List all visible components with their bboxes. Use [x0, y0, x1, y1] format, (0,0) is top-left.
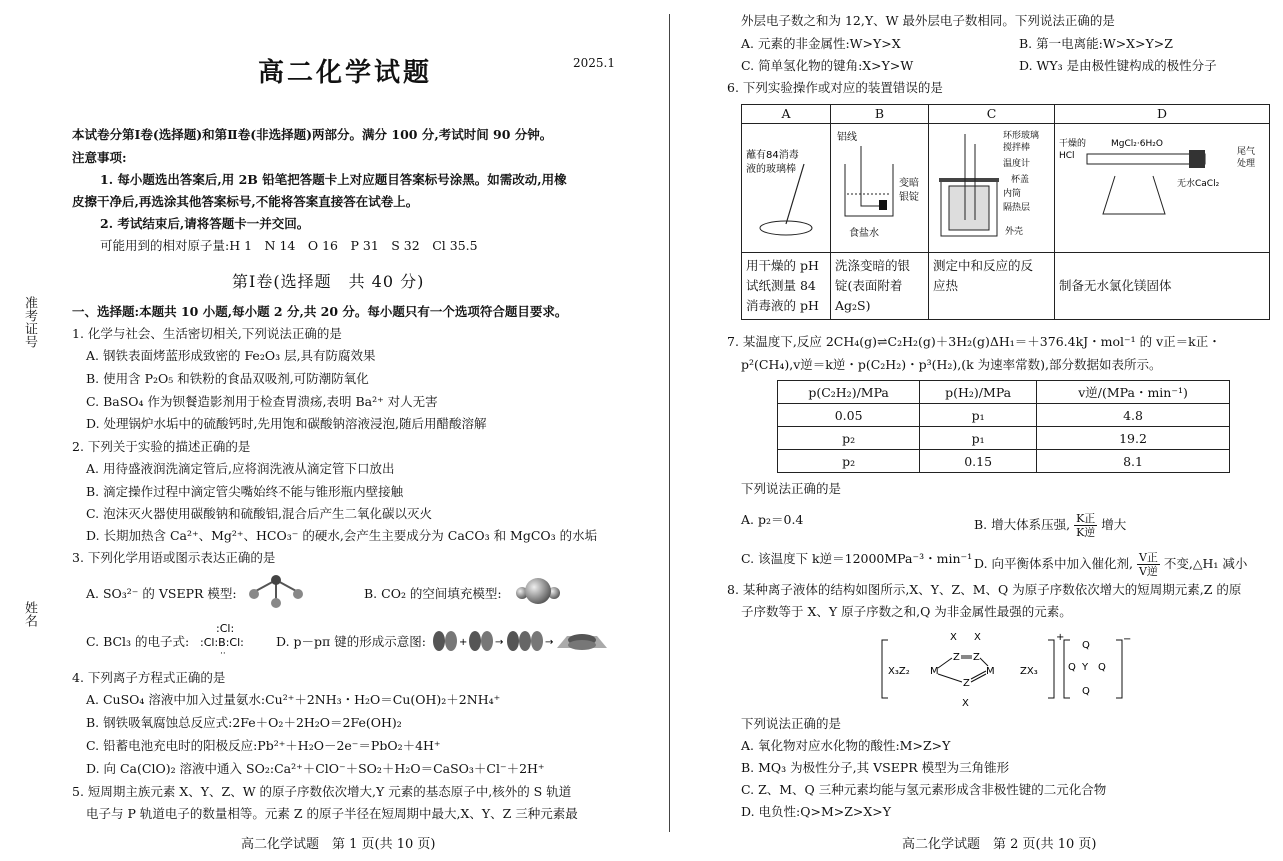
q4-stem: 4. 下列离子方程式正确的是 [72, 670, 226, 685]
notice-2: 2. 考试结束后,请将答题卡一并交回。 [100, 216, 310, 231]
q3-option-b: B. CO₂ 的空间填充模型: [364, 586, 502, 601]
q6-figure-c [929, 124, 1055, 253]
q2-option-c: C. 泡沫灭火器使用碳酸钠和硫酸铝,混合后产生二氧化碳以灭火 [86, 506, 433, 521]
left-footer: 高二化学试题 第 1 页(共 10 页) [241, 837, 436, 852]
q8-option-c: C. Z、M、Q 三种元素均能与氢元素形成含非极性键的二元化合物 [741, 782, 1107, 797]
q7-option-b: B. 增大体系压强, K正 K逆 增大 [974, 512, 1127, 539]
fig-d-label-left-1: 干燥的 [1059, 139, 1087, 149]
fig-b-label-right-2: 银锭 [899, 192, 919, 203]
q5-option-a: A. 元素的非金属性:W>Y>X [741, 36, 901, 51]
q7-option-d: D. 向平衡体系中加入催化剂, V正 V逆 不变,△H₁ 减小 [974, 551, 1248, 578]
section-title: 第Ⅰ卷(选择题 共 40 分) [232, 272, 425, 291]
q7-header-c2h2: p(C₂H₂)/MPa [778, 381, 920, 404]
q7-option-a: A. p₂＝0.4 [741, 512, 804, 527]
q5-continuation: 外层电子数之和为 12,Y、W 最外层电子数相同。下列说法正确的是 [741, 13, 1115, 28]
right-footer: 高二化学试题 第 2 页(共 10 页) [902, 837, 1097, 852]
q8-option-a: A. 氧化物对应水化物的酸性:M>Z>Y [741, 738, 951, 753]
q5-option-c: C. 简单氢化物的键角:X>Y>W [741, 58, 914, 73]
q1-option-b: B. 使用含 P₂O₅ 和铁粉的食品双吸剂,可防潮防氧化 [86, 371, 369, 386]
struct-right-group: ZX₃ [1020, 666, 1038, 677]
notice-1a: 1. 每小题选出答案后,用 2B 铅笔把答题卡上对应题目答案标号涂黑。如需改动,用橡 [100, 172, 567, 187]
table-row: p₂ 0.15 8.1 [778, 450, 1230, 473]
q8-option-d: D. 电负性:Q>M>Z>X>Y [741, 804, 892, 819]
q6-figure-a [742, 124, 831, 253]
q7-header-h2: p(H₂)/MPa [920, 381, 1037, 404]
instructions: 本试卷分第Ⅰ卷(选择题)和第Ⅱ卷(非选择题)两部分。满分 100 分,考试时间 90 分钟。 [72, 127, 553, 142]
struct-q-bottom: Q [1082, 686, 1090, 697]
fig-d-label-right-1: 尾气 [1237, 147, 1256, 157]
q6-header-c: C [929, 105, 1055, 124]
fig-d-label-mid: MgCl₂·6H₂O [1111, 139, 1163, 149]
fig-c-label-6: 隔热层 [1003, 203, 1031, 213]
notice-heading: 注意事项: [72, 150, 127, 165]
q3-option-d: D. p－pπ 键的形成示意图: [276, 634, 426, 649]
ionic-liquid-structure-figure [880, 626, 1130, 710]
q1-option-c: C. BaSO₄ 作为钡餐造影剂用于检查胃溃疡,表明 Ba²⁺ 对人无害 [86, 394, 438, 409]
q8-line2: 子序数等于 X、Y 原子序数之和,Q 为非金属性最强的元素。 [741, 604, 1072, 619]
q7-data-table [777, 380, 1230, 473]
fig-a-label-2: 液的玻璃棒 [746, 164, 796, 175]
q4-option-b: B. 钢铁吸氧腐蚀总反应式:2Fe＋O₂＋2H₂O＝2Fe(OH)₂ [86, 715, 402, 730]
q6-desc-a: 用干燥的 pH 试纸测量 84 消毒液的 pH [742, 253, 831, 320]
q2-option-d: D. 长期加热含 Ca²⁺、Mg²⁺、HCO₃⁻ 的硬水,会产生主要成分为 CaCO₃ 和 MgCO₃ 的水垢 [86, 528, 598, 543]
q3-stem: 3. 下列化学用语或图示表达正确的是 [72, 550, 276, 565]
electron-dot-figure [198, 618, 256, 660]
q1-option-a: A. 钢铁表面烤蓝形成致密的 Fe₂O₃ 层,具有防腐效果 [86, 348, 376, 363]
q3-option-c: C. BCl₃ 的电子式: [86, 634, 190, 649]
q7-prompt: 下列说法正确的是 [741, 481, 842, 496]
q1-option-d: D. 处理锅炉水垢中的硫酸钙时,先用饱和碳酸钠溶液浸泡,随后用醋酸溶解 [86, 416, 487, 431]
q2-option-b: B. 滴定操作过程中滴定管尖嘴始终不能与锥形瓶内壁接触 [86, 484, 404, 499]
q6-figure-b [831, 124, 929, 253]
q6-desc-b: 洗涤变暗的银 锭(表面附着 Ag₂S) [831, 253, 929, 320]
q6-apparatus-table [741, 104, 1270, 320]
side-label-id: 准考证号 [22, 296, 37, 348]
struct-m2: M [986, 666, 995, 677]
side-label-name: 姓名 [22, 601, 37, 627]
table-row: p₂ p₁ 19.2 [778, 427, 1230, 450]
q6-header-a: A [742, 105, 831, 124]
fig-b-label-right-1: 变暗 [899, 178, 919, 189]
fig-b-label-top: 铝线 [837, 132, 857, 143]
q7-header-rate: v逆/(MPa・min⁻¹) [1037, 381, 1230, 404]
q1-stem: 1. 化学与社会、生活密切相关,下列说法正确的是 [72, 326, 342, 341]
struct-minus: − [1123, 634, 1132, 645]
q4-option-c: C. 铅蓄电池充电时的阳极反应:Pb²⁺＋H₂O－2e⁻＝PbO₂＋4H⁺ [86, 738, 441, 753]
struct-z2: Z [973, 652, 980, 663]
q6-stem: 6. 下列实验操作或对应的装置错误的是 [727, 80, 943, 95]
fig-c-label-7: 外壳 [1005, 227, 1024, 237]
struct-z3: Z [963, 678, 970, 689]
q4-option-d: D. 向 Ca(ClO)₂ 溶液中通入 SO₂:Ca²⁺＋ClO⁻＋SO₂＋H₂O＝CaSO₃＋Cl⁻＋2H⁺ [86, 761, 545, 776]
struct-left-group: X₃Z₂ [888, 666, 910, 677]
struct-m1: M [930, 666, 939, 677]
q7-line2: p²(CH₄),v逆＝k逆・p(C₂H₂)・p³(H₂),(k 为速率常数),部分数据如表所示。 [741, 357, 1162, 372]
exam-date: 2025.1 [573, 56, 615, 70]
space-filling-model-figure [514, 573, 562, 609]
exam-title: 高二化学试题 [258, 58, 433, 88]
fig-d-label-right-2: 处理 [1237, 159, 1256, 169]
page-divider [669, 14, 670, 832]
q2-stem: 2. 下列关于实验的描述正确的是 [72, 439, 251, 454]
q5-option-d: D. WY₃ 是由极性键构成的极性分子 [1019, 58, 1217, 73]
svg-text:→: → [545, 637, 554, 648]
struct-x2: X [974, 632, 981, 643]
notice-1b: 皮擦干净后,再选涂其他答案标号,不能将答案直接答在试卷上。 [72, 194, 419, 209]
q6-header-d: D [1055, 105, 1270, 124]
svg-text::Cl:B:Cl:: :Cl:B:Cl: [200, 636, 244, 649]
fig-c-label-4: 杯盖 [1011, 175, 1030, 185]
struct-plus: + [1056, 632, 1065, 643]
fig-c-label-2: 搅拌棒 [1003, 143, 1031, 153]
q4-option-a: A. CuSO₄ 溶液中加入过量氨水:Cu²⁺＋2NH₃・H₂O＝Cu(OH)₂＋2NH₄⁺ [86, 692, 501, 707]
svg-text:+: + [459, 637, 468, 648]
q8-line1: 8. 某种离子液体的结构如图所示,X、Y、Z、M、Q 为原子序数依次增大的短周期元素,Z 的原 [727, 582, 1242, 597]
table-row: 0.05 p₁ 4.8 [778, 404, 1230, 427]
q7-line1: 7. 某温度下,反应 2CH₄(g)⇌C₂H₂(g)＋3H₂(g)ΔH₁＝＋376.4kJ・mol⁻¹ 的 v正＝k正・ [727, 334, 1221, 349]
fig-d-label-left-2: HCl [1059, 151, 1075, 161]
fig-a-label-1: 蘸有84消毒 [746, 150, 799, 161]
fig-c-label-3: 温度计 [1003, 159, 1031, 169]
svg-text::Cl:: :Cl: [216, 622, 235, 635]
q5-line2: 电子与 P 轨道电子的数量相等。元素 Z 的原子半径在短周期中最大,X、Y、Z 三种元素最 [86, 806, 578, 821]
fig-c-label-1: 环形玻璃 [1003, 131, 1040, 141]
struct-q-right: Q [1098, 662, 1106, 673]
struct-x3: X [962, 698, 969, 709]
fig-c-label-5: 内筒 [1003, 189, 1022, 199]
fig-d-label-bottom: 无水CaCl₂ [1177, 179, 1220, 189]
struct-z1: Z [953, 652, 960, 663]
q3-option-a: A. SO₃²⁻ 的 VSEPR 模型: [86, 586, 237, 601]
struct-x1: X [950, 632, 957, 643]
q6-desc-c: 测定中和反应的反 应热 [929, 253, 1055, 320]
q6-figure-d [1055, 124, 1270, 253]
q6-desc-d: 制备无水氯化镁固体 [1055, 253, 1270, 320]
table-row [778, 381, 1230, 404]
part-intro: 一、选择题:本题共 10 小题,每小题 2 分,共 20 分。每小题只有一个选项符合题目要求。 [72, 304, 568, 319]
fig-b-label-bottom: 食盐水 [849, 228, 879, 239]
q8-option-b: B. MQ₃ 为极性分子,其 VSEPR 模型为三角锥形 [741, 760, 1010, 775]
q2-option-a: A. 用待盛液润洗滴定管后,应将润洗液从滴定管下口放出 [86, 461, 395, 476]
q6-header-b: B [831, 105, 929, 124]
struct-q-left: Q [1068, 662, 1076, 673]
vsepr-model-figure [244, 570, 308, 610]
q8-prompt: 下列说法正确的是 [741, 716, 842, 731]
p-p-pi-bond-figure [427, 626, 611, 656]
svg-text:→: → [495, 637, 504, 648]
svg-text:··: ·· [220, 649, 226, 659]
q5-line1: 5. 短周期主族元素 X、Y、Z、W 的原子序数依次增大,Y 元素的基态原子中,核外的 S 轨道 [72, 784, 572, 799]
struct-q-top: Q [1082, 640, 1090, 651]
struct-y: Y [1082, 662, 1089, 673]
q7-option-c: C. 该温度下 k逆＝12000MPa⁻³・min⁻¹ [741, 551, 973, 566]
atomic-masses: 可能用到的相对原子量:H 1 N 14 O 16 P 31 S 32 Cl 35.5 [100, 238, 478, 253]
q5-option-b: B. 第一电离能:W>X>Y>Z [1019, 36, 1173, 51]
